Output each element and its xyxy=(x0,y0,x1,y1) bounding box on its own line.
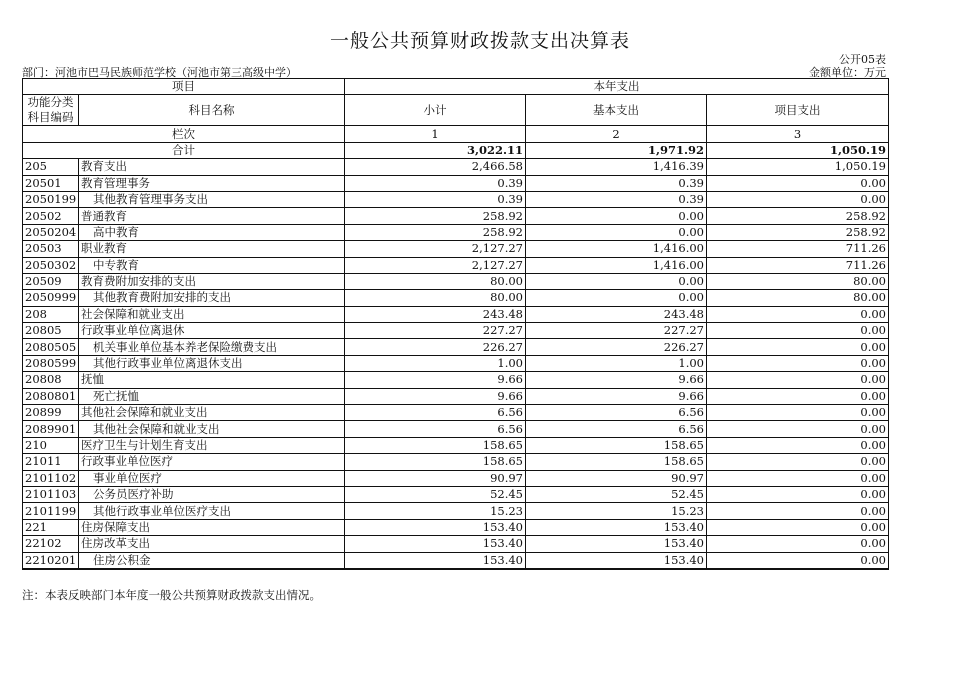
row-name: 医疗卫生与计划生育支出 xyxy=(79,437,345,453)
row-subtotal: 153.40 xyxy=(345,552,526,569)
expenditure-table xyxy=(22,78,889,570)
table-row xyxy=(23,536,889,552)
header-subtotal: 小计 xyxy=(345,95,526,126)
table-row xyxy=(23,257,889,273)
row-name: 死亡抚恤 xyxy=(79,388,345,404)
row-project: 711.26 xyxy=(707,257,889,273)
row-subtotal: 15.23 xyxy=(345,503,526,519)
row-code: 2050302 xyxy=(23,257,79,273)
row-basic: 9.66 xyxy=(526,372,707,388)
table-row xyxy=(23,355,889,371)
row-basic: 153.40 xyxy=(526,552,707,569)
row-project: 0.00 xyxy=(707,421,889,437)
row-code: 20501 xyxy=(23,175,79,191)
row-project: 0.00 xyxy=(707,388,889,404)
row-name: 其他社会保障和就业支出 xyxy=(79,405,345,421)
row-subtotal: 6.56 xyxy=(345,405,526,421)
row-basic: 0.00 xyxy=(526,208,707,224)
row-code: 22102 xyxy=(23,536,79,552)
row-basic: 243.48 xyxy=(526,306,707,322)
header-row-columns xyxy=(23,95,889,126)
total-project: 1,050.19 xyxy=(707,142,889,158)
table-row xyxy=(23,191,889,207)
header-row-top xyxy=(23,79,889,95)
row-basic: 153.40 xyxy=(526,536,707,552)
row-code: 20502 xyxy=(23,208,79,224)
header-column-index: 栏次 xyxy=(23,126,345,142)
row-code: 2101102 xyxy=(23,470,79,486)
row-project: 0.00 xyxy=(707,552,889,569)
row-code: 2089901 xyxy=(23,421,79,437)
row-subtotal: 227.27 xyxy=(345,323,526,339)
row-subtotal: 258.92 xyxy=(345,208,526,224)
table-row xyxy=(23,208,889,224)
row-code: 20503 xyxy=(23,241,79,257)
footnote: 注：本表反映部门本年度一般公共预算财政拨款支出情况。 xyxy=(22,588,321,602)
total-label: 合计 xyxy=(23,142,345,158)
row-basic: 1,416.00 xyxy=(526,241,707,257)
header-col2: 2 xyxy=(526,126,707,142)
row-project: 80.00 xyxy=(707,273,889,289)
row-subtotal: 153.40 xyxy=(345,536,526,552)
row-name: 教育支出 xyxy=(79,159,345,175)
form-number: 公开05表 xyxy=(839,53,886,66)
row-basic: 90.97 xyxy=(526,470,707,486)
row-code: 2080599 xyxy=(23,355,79,371)
row-subtotal: 0.39 xyxy=(345,175,526,191)
row-name: 公务员医疗补助 xyxy=(79,486,345,502)
row-project: 0.00 xyxy=(707,355,889,371)
row-name: 行政事业单位医疗 xyxy=(79,454,345,470)
row-code: 2050999 xyxy=(23,290,79,306)
row-project: 258.92 xyxy=(707,224,889,240)
row-basic: 1.00 xyxy=(526,355,707,371)
row-basic: 227.27 xyxy=(526,323,707,339)
table-row xyxy=(23,437,889,453)
row-name: 住房改革支出 xyxy=(79,536,345,552)
row-basic: 9.66 xyxy=(526,388,707,404)
department-label: 部门：河池市巴马民族师范学校（河池市第三高级中学） xyxy=(22,66,297,79)
row-subtotal: 226.27 xyxy=(345,339,526,355)
row-name: 教育管理事务 xyxy=(79,175,345,191)
row-basic: 1,416.39 xyxy=(526,159,707,175)
row-name: 其他教育费附加安排的支出 xyxy=(79,290,345,306)
row-basic: 153.40 xyxy=(526,519,707,535)
row-subtotal: 258.92 xyxy=(345,224,526,240)
row-name: 职业教育 xyxy=(79,241,345,257)
table-row xyxy=(23,519,889,535)
amount-unit-label: 金额单位：万元 xyxy=(809,66,886,79)
row-project: 1,050.19 xyxy=(707,159,889,175)
table-row xyxy=(23,503,889,519)
row-name: 其他社会保障和就业支出 xyxy=(79,421,345,437)
row-project: 0.00 xyxy=(707,306,889,322)
row-project: 0.00 xyxy=(707,372,889,388)
row-project: 0.00 xyxy=(707,339,889,355)
table-row xyxy=(23,470,889,486)
row-code: 2050199 xyxy=(23,191,79,207)
row-code: 2210201 xyxy=(23,552,79,569)
row-code: 20509 xyxy=(23,273,79,289)
table-row xyxy=(23,306,889,322)
row-name: 社会保障和就业支出 xyxy=(79,306,345,322)
row-subtotal: 52.45 xyxy=(345,486,526,502)
table-row xyxy=(23,290,889,306)
row-subtotal: 2,127.27 xyxy=(345,257,526,273)
row-name: 行政事业单位离退休 xyxy=(79,323,345,339)
row-code: 20808 xyxy=(23,372,79,388)
row-name: 其他行政事业单位离退休支出 xyxy=(79,355,345,371)
row-name: 高中教育 xyxy=(79,224,345,240)
row-name: 抚恤 xyxy=(79,372,345,388)
row-basic: 15.23 xyxy=(526,503,707,519)
row-project: 0.00 xyxy=(707,437,889,453)
row-subtotal: 9.66 xyxy=(345,388,526,404)
row-project: 0.00 xyxy=(707,323,889,339)
row-subtotal: 243.48 xyxy=(345,306,526,322)
row-basic: 52.45 xyxy=(526,486,707,502)
total-row xyxy=(23,142,889,158)
row-subtotal: 80.00 xyxy=(345,290,526,306)
row-code: 20805 xyxy=(23,323,79,339)
row-subtotal: 90.97 xyxy=(345,470,526,486)
row-basic: 0.39 xyxy=(526,191,707,207)
row-subtotal: 1.00 xyxy=(345,355,526,371)
header-current-year: 本年支出 xyxy=(345,79,889,95)
row-subtotal: 153.40 xyxy=(345,519,526,535)
row-project: 80.00 xyxy=(707,290,889,306)
row-basic: 6.56 xyxy=(526,421,707,437)
header-col1: 1 xyxy=(345,126,526,142)
table-row xyxy=(23,323,889,339)
header-basic: 基本支出 xyxy=(526,95,707,126)
row-subtotal: 6.56 xyxy=(345,421,526,437)
table-row xyxy=(23,405,889,421)
table-row xyxy=(23,372,889,388)
table-row xyxy=(23,159,889,175)
row-name: 普通教育 xyxy=(79,208,345,224)
row-code: 20899 xyxy=(23,405,79,421)
table-row xyxy=(23,388,889,404)
table-row xyxy=(23,175,889,191)
row-code: 2101199 xyxy=(23,503,79,519)
header-project-expense: 项目支出 xyxy=(707,95,889,126)
row-code: 2080801 xyxy=(23,388,79,404)
row-subtotal: 0.39 xyxy=(345,191,526,207)
page-title: 一般公共预算财政拨款支出决算表 xyxy=(329,30,630,52)
row-name: 住房公积金 xyxy=(79,552,345,569)
row-project: 0.00 xyxy=(707,191,889,207)
row-name: 住房保障支出 xyxy=(79,519,345,535)
row-subtotal: 2,127.27 xyxy=(345,241,526,257)
row-project: 0.00 xyxy=(707,175,889,191)
table-row xyxy=(23,421,889,437)
row-subtotal: 158.65 xyxy=(345,437,526,453)
row-project: 0.00 xyxy=(707,405,889,421)
header-row-index xyxy=(23,126,889,142)
row-name: 其他行政事业单位医疗支出 xyxy=(79,503,345,519)
row-name: 其他教育管理事务支出 xyxy=(79,191,345,207)
row-subtotal: 9.66 xyxy=(345,372,526,388)
table-row xyxy=(23,273,889,289)
row-basic: 0.39 xyxy=(526,175,707,191)
table-row xyxy=(23,339,889,355)
row-project: 711.26 xyxy=(707,241,889,257)
row-project: 258.92 xyxy=(707,208,889,224)
row-code: 21011 xyxy=(23,454,79,470)
table-row xyxy=(23,241,889,257)
table-row xyxy=(23,224,889,240)
total-basic: 1,971.92 xyxy=(526,142,707,158)
row-basic: 0.00 xyxy=(526,290,707,306)
row-subtotal: 80.00 xyxy=(345,273,526,289)
row-code: 210 xyxy=(23,437,79,453)
row-name: 教育费附加安排的支出 xyxy=(79,273,345,289)
row-name: 中专教育 xyxy=(79,257,345,273)
row-project: 0.00 xyxy=(707,470,889,486)
row-basic: 226.27 xyxy=(526,339,707,355)
row-code: 205 xyxy=(23,159,79,175)
row-basic: 158.65 xyxy=(526,437,707,453)
row-basic: 158.65 xyxy=(526,454,707,470)
row-subtotal: 158.65 xyxy=(345,454,526,470)
header-project: 项目 xyxy=(23,79,345,95)
row-name: 事业单位医疗 xyxy=(79,470,345,486)
row-project: 0.00 xyxy=(707,486,889,502)
row-code: 208 xyxy=(23,306,79,322)
row-code: 2101103 xyxy=(23,486,79,502)
row-code: 2080505 xyxy=(23,339,79,355)
header-code: 功能分类科目编码 xyxy=(23,95,79,126)
table-row xyxy=(23,552,889,569)
row-project: 0.00 xyxy=(707,503,889,519)
row-basic: 0.00 xyxy=(526,273,707,289)
header-col3: 3 xyxy=(707,126,889,142)
row-code: 2050204 xyxy=(23,224,79,240)
table-row xyxy=(23,486,889,502)
table-row xyxy=(23,454,889,470)
row-project: 0.00 xyxy=(707,454,889,470)
row-basic: 6.56 xyxy=(526,405,707,421)
row-project: 0.00 xyxy=(707,536,889,552)
row-basic: 0.00 xyxy=(526,224,707,240)
row-project: 0.00 xyxy=(707,519,889,535)
row-code: 221 xyxy=(23,519,79,535)
row-subtotal: 2,466.58 xyxy=(345,159,526,175)
row-name: 机关事业单位基本养老保险缴费支出 xyxy=(79,339,345,355)
header-name: 科目名称 xyxy=(79,95,345,126)
total-subtotal: 3,022.11 xyxy=(345,142,526,158)
row-basic: 1,416.00 xyxy=(526,257,707,273)
